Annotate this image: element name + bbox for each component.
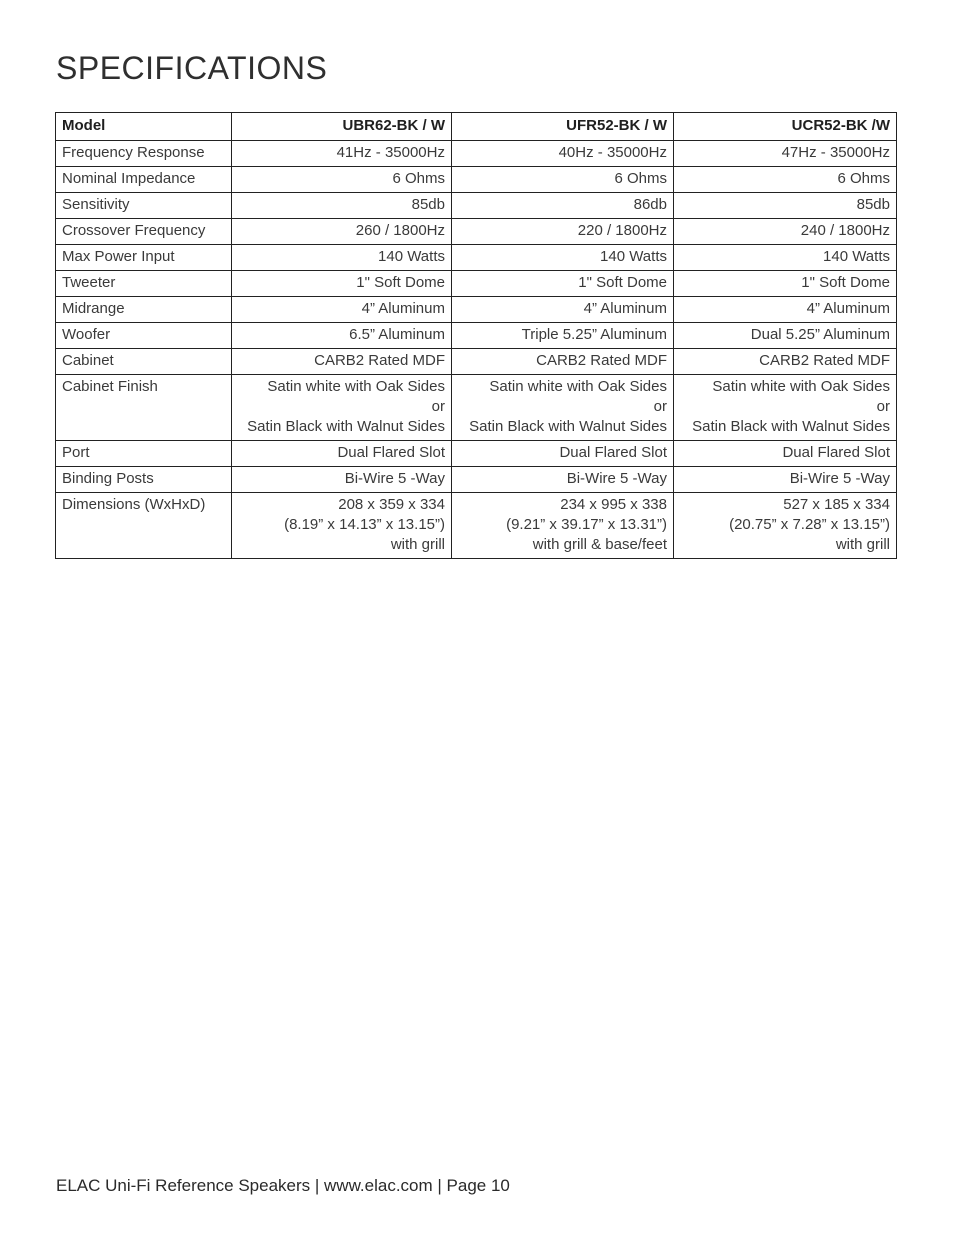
cell-line: Bi-Wire 5 -Way bbox=[566, 470, 667, 487]
cell-line: 140 Watts bbox=[378, 248, 445, 265]
cell-line: 4” Aluminum bbox=[806, 300, 890, 317]
header-model: Model bbox=[56, 113, 232, 141]
table-cell bbox=[452, 349, 674, 375]
table-cell bbox=[232, 167, 452, 193]
cell-line: (9.21” x 39.17” x 13.31”) bbox=[506, 516, 667, 533]
table-cell bbox=[232, 193, 452, 219]
table-cell bbox=[232, 493, 452, 559]
cell-line: CARB2 Rated MDF bbox=[536, 352, 667, 369]
cell-line: or bbox=[431, 398, 445, 415]
cell-line: Dual Flared Slot bbox=[337, 444, 445, 461]
row-label: Midrange bbox=[56, 297, 232, 323]
row-label: Binding Posts bbox=[56, 467, 232, 493]
table-cell bbox=[452, 245, 674, 271]
table-cell bbox=[674, 441, 897, 467]
cell-line: Satin white with Oak Sides bbox=[489, 378, 667, 395]
cell-line: 4” Aluminum bbox=[361, 300, 445, 317]
cell-line: 527 x 185 x 334 bbox=[783, 496, 890, 513]
cell-line: 85db bbox=[856, 196, 890, 213]
table-cell bbox=[452, 493, 674, 559]
table-row bbox=[56, 271, 897, 297]
table-cell bbox=[674, 167, 897, 193]
table-cell bbox=[452, 441, 674, 467]
cell-line: 140 Watts bbox=[600, 248, 667, 265]
cell-line: 6 Ohms bbox=[392, 170, 445, 187]
cell-line: (8.19” x 14.13” x 13.15”) bbox=[284, 516, 445, 533]
row-label: Cabinet Finish bbox=[56, 375, 232, 441]
table-cell bbox=[674, 323, 897, 349]
table-cell bbox=[452, 323, 674, 349]
cell-line: Satin white with Oak Sides bbox=[712, 378, 890, 395]
cell-line: with grill & base/feet bbox=[532, 536, 667, 553]
table-cell bbox=[452, 167, 674, 193]
table-row bbox=[56, 245, 897, 271]
cell-line: 47Hz - 35000Hz bbox=[781, 144, 890, 161]
row-label: Woofer bbox=[56, 323, 232, 349]
row-label: Max Power Input bbox=[56, 245, 232, 271]
cell-line: Satin Black with Walnut Sides bbox=[247, 418, 445, 435]
table-header-row bbox=[56, 113, 897, 141]
cell-line: Bi-Wire 5 -Way bbox=[789, 470, 890, 487]
table-row bbox=[56, 441, 897, 467]
row-label: Frequency Response bbox=[56, 141, 232, 167]
row-label: Sensitivity bbox=[56, 193, 232, 219]
table-cell bbox=[232, 441, 452, 467]
table-row bbox=[56, 467, 897, 493]
cell-line: 40Hz - 35000Hz bbox=[558, 144, 667, 161]
table-cell bbox=[674, 467, 897, 493]
page-footer: ELAC Uni-Fi Reference Speakers | www.elac.com | Page 10 bbox=[56, 1176, 510, 1195]
page-title: SPECIFICATIONS bbox=[56, 50, 328, 86]
table-cell bbox=[232, 141, 452, 167]
header-ucr52: UCR52-BK /W bbox=[674, 113, 897, 141]
table-cell bbox=[452, 297, 674, 323]
cell-line: 240 / 1800Hz bbox=[800, 222, 890, 239]
table-row bbox=[56, 323, 897, 349]
cell-line: 140 Watts bbox=[823, 248, 890, 265]
cell-line: 208 x 359 x 334 bbox=[338, 496, 445, 513]
row-label: Port bbox=[56, 441, 232, 467]
table-row bbox=[56, 193, 897, 219]
row-label: Cabinet bbox=[56, 349, 232, 375]
table-row bbox=[56, 349, 897, 375]
table-row bbox=[56, 297, 897, 323]
table-cell bbox=[674, 297, 897, 323]
cell-line: 6 Ohms bbox=[837, 170, 890, 187]
table-cell bbox=[232, 349, 452, 375]
table-row bbox=[56, 219, 897, 245]
row-label: Tweeter bbox=[56, 271, 232, 297]
cell-line: Bi-Wire 5 -Way bbox=[344, 470, 445, 487]
cell-line: CARB2 Rated MDF bbox=[314, 352, 445, 369]
row-label: Nominal Impedance bbox=[56, 167, 232, 193]
header-ubr62: UBR62-BK / W bbox=[232, 113, 452, 141]
table-cell bbox=[452, 193, 674, 219]
cell-line: with grill bbox=[835, 536, 890, 553]
table-cell bbox=[674, 271, 897, 297]
table-cell bbox=[452, 219, 674, 245]
row-label: Dimensions (WxHxD) bbox=[56, 493, 232, 559]
cell-line: 41Hz - 35000Hz bbox=[336, 144, 445, 161]
table-cell bbox=[674, 219, 897, 245]
table-cell bbox=[232, 467, 452, 493]
table-cell bbox=[232, 297, 452, 323]
cell-line: Satin Black with Walnut Sides bbox=[469, 418, 667, 435]
table-cell bbox=[232, 323, 452, 349]
cell-line: 1" Soft Dome bbox=[578, 274, 667, 291]
table-cell bbox=[452, 271, 674, 297]
cell-line: 234 x 995 x 338 bbox=[560, 496, 667, 513]
table-body bbox=[56, 141, 897, 559]
header-ufr52: UFR52-BK / W bbox=[452, 113, 674, 141]
cell-line: (20.75” x 7.28” x 13.15”) bbox=[729, 516, 890, 533]
cell-line: 260 / 1800Hz bbox=[355, 222, 445, 239]
cell-line: or bbox=[876, 398, 890, 415]
cell-line: 6 Ohms bbox=[614, 170, 667, 187]
cell-line: 6.5” Aluminum bbox=[349, 326, 445, 343]
table-cell bbox=[232, 375, 452, 441]
cell-line: CARB2 Rated MDF bbox=[759, 352, 890, 369]
cell-line: Triple 5.25” Aluminum bbox=[521, 326, 667, 343]
table-cell bbox=[674, 493, 897, 559]
table-cell bbox=[232, 271, 452, 297]
table-row bbox=[56, 141, 897, 167]
table-row bbox=[56, 167, 897, 193]
table-cell bbox=[232, 219, 452, 245]
table-cell bbox=[232, 245, 452, 271]
cell-line: Satin white with Oak Sides bbox=[267, 378, 445, 395]
cell-line: Dual Flared Slot bbox=[559, 444, 667, 461]
table-cell bbox=[674, 375, 897, 441]
table-cell bbox=[452, 467, 674, 493]
cell-line: 220 / 1800Hz bbox=[577, 222, 667, 239]
cell-line: Satin Black with Walnut Sides bbox=[692, 418, 890, 435]
cell-line: Dual Flared Slot bbox=[782, 444, 890, 461]
cell-line: 4” Aluminum bbox=[583, 300, 667, 317]
cell-line: 85db bbox=[411, 196, 445, 213]
cell-line: Dual 5.25” Aluminum bbox=[750, 326, 890, 343]
table-cell bbox=[452, 375, 674, 441]
specifications-table bbox=[55, 112, 897, 559]
cell-line: 1" Soft Dome bbox=[356, 274, 445, 291]
cell-line: 1" Soft Dome bbox=[801, 274, 890, 291]
table-cell bbox=[674, 245, 897, 271]
table-cell bbox=[674, 193, 897, 219]
table-row bbox=[56, 493, 897, 559]
table-cell bbox=[452, 141, 674, 167]
table-cell bbox=[674, 349, 897, 375]
cell-line: 86db bbox=[633, 196, 667, 213]
row-label: Crossover Frequency bbox=[56, 219, 232, 245]
cell-line: or bbox=[653, 398, 667, 415]
table-cell bbox=[674, 141, 897, 167]
cell-line: with grill bbox=[390, 536, 445, 553]
table-row bbox=[56, 375, 897, 441]
